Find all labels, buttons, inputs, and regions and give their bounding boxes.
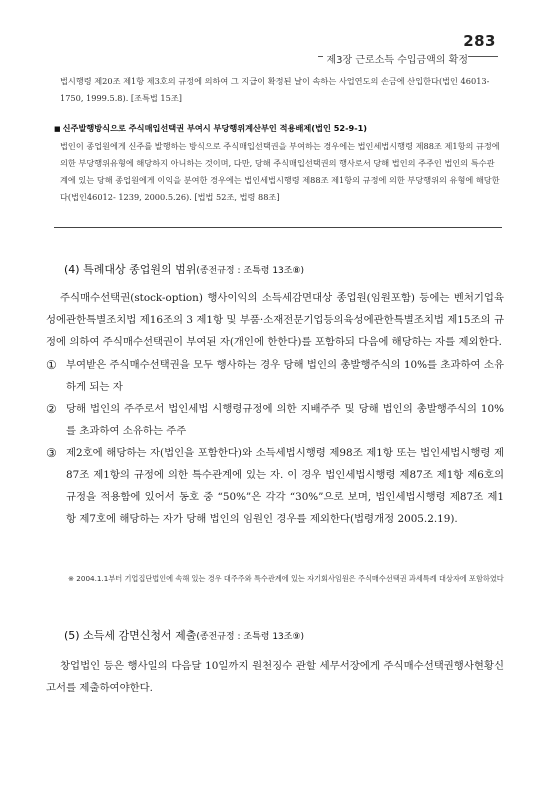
item-number: ③ (46, 446, 57, 460)
item-text: 부여받은 주식매수선택권을 모두 행사하는 경우 당해 법인의 총발행주식의 10%를 초과하여 소유하게 되는 자 (66, 359, 504, 393)
list-item (46, 442, 504, 530)
section4-items (46, 354, 504, 530)
section4-intro: 주식매수선택권(stock-option) 행사이익의 소득세감면대상 종업원(임원포함) 등에는 벤처기업육성에관한특별조치법 제16조의 3 제1항 및 부품·소재전문기업등의육성에관한특별조치법 제15조의 규정에 의하여 주식매수선택권이 부여된 자(개인에 한한다)를 포함하되 다음에 해당하는 자를 제외한다. (46, 292, 504, 348)
section5-body: 창업법인 등은 행사일의 다음달 10일까지 원천징수 관할 세무서장에게 주식매수선택권행사현황신고서를 제출하여야한다. (46, 660, 504, 694)
section4-title: (4) 특례대상 종업원의 범위 (64, 263, 197, 276)
ruling-title (54, 120, 502, 138)
section5-title: (5) 소득세 감면신청서 제출 (64, 629, 197, 642)
list-item (46, 398, 504, 442)
section-divider (54, 227, 502, 228)
item-text: 당해 법인의 주주로서 법인세법 시행령규정에 의한 지배주주 및 당해 법인의 총발행주식의 10%를 초과하여 소유하는 주주 (66, 403, 504, 437)
page-number: 283 (463, 32, 496, 50)
chapter-title: 제3장 근로소득 수입금액의 확정 (323, 51, 468, 66)
ruling-body: 법인이 종업원에게 신주를 발행하는 방식으로 주식매입선택권을 부여하는 경우에는 법인세법시행령 제88조 제1항의 규정에 의한 부당행위유형에 해당하지 아니하는 것이며, 다만, 당해 주식매입선택권의 행사로서 당해 법인의 주주인 법인의 특수관계에 있는 당해 종업원에게 이익을 분여한 경우에는 법인세법시행령 제88조 제1항의 규정에 의한 부당행위의 유형에 해당한다(법인46012- 1239, 2000.5.26). [법법 52조, 법령 88조] (60, 141, 500, 202)
item-text: 제2호에 해당하는 자(법인을 포함한다)와 소득세법시행령 제98조 제1항 또는 법인세법시행령 제87조 제1항의 규정에 의한 특수관계에 있는 자. 이 경우 법인세법시행령 제87조 제1항 제6호의 규정을 적용함에 있어서 동호 중 “50%”은 각각 “30%”으로 보며, 법인세법시행령 제87조 제1항 제7호에 해당하는 자가 당해 법인의 임원인 경우를 제외한다(법령개정 2005.2.19). (66, 447, 504, 525)
item-number: ② (46, 402, 57, 416)
section4-heading (64, 261, 304, 277)
section4-note: (종전규정 : 조특령 13조⑧) (196, 266, 305, 276)
ruling-box (54, 120, 502, 206)
footnote: ※ 2004.1.1부터 기업집단법인에 속해 있는 경우 대주주와 특수관계에 있는 자기회사임원은 주식매수선택권 과세특례 대상자에 포함하였다 (68, 574, 504, 583)
ruling-title-text: 신주발행방식으로 주식매입선택권 부여시 부당행위계산부인 적용배제(법인 52-9-1) (62, 123, 368, 133)
section5-heading (64, 627, 304, 643)
list-item (46, 354, 504, 398)
section5-note: (종전규정 : 조특령 13조⑨) (196, 632, 305, 642)
top-note: 법시행령 제20조 제1항 제3호의 규정에 의하여 그 지급이 확정된 날이 속하는 사업연도의 손금에 산입한다(법인 46013-1750, 1999.5.8). [조특법 15조] (60, 76, 490, 103)
square-bullet-icon: ■ (54, 125, 61, 133)
item-number: ① (46, 358, 57, 372)
